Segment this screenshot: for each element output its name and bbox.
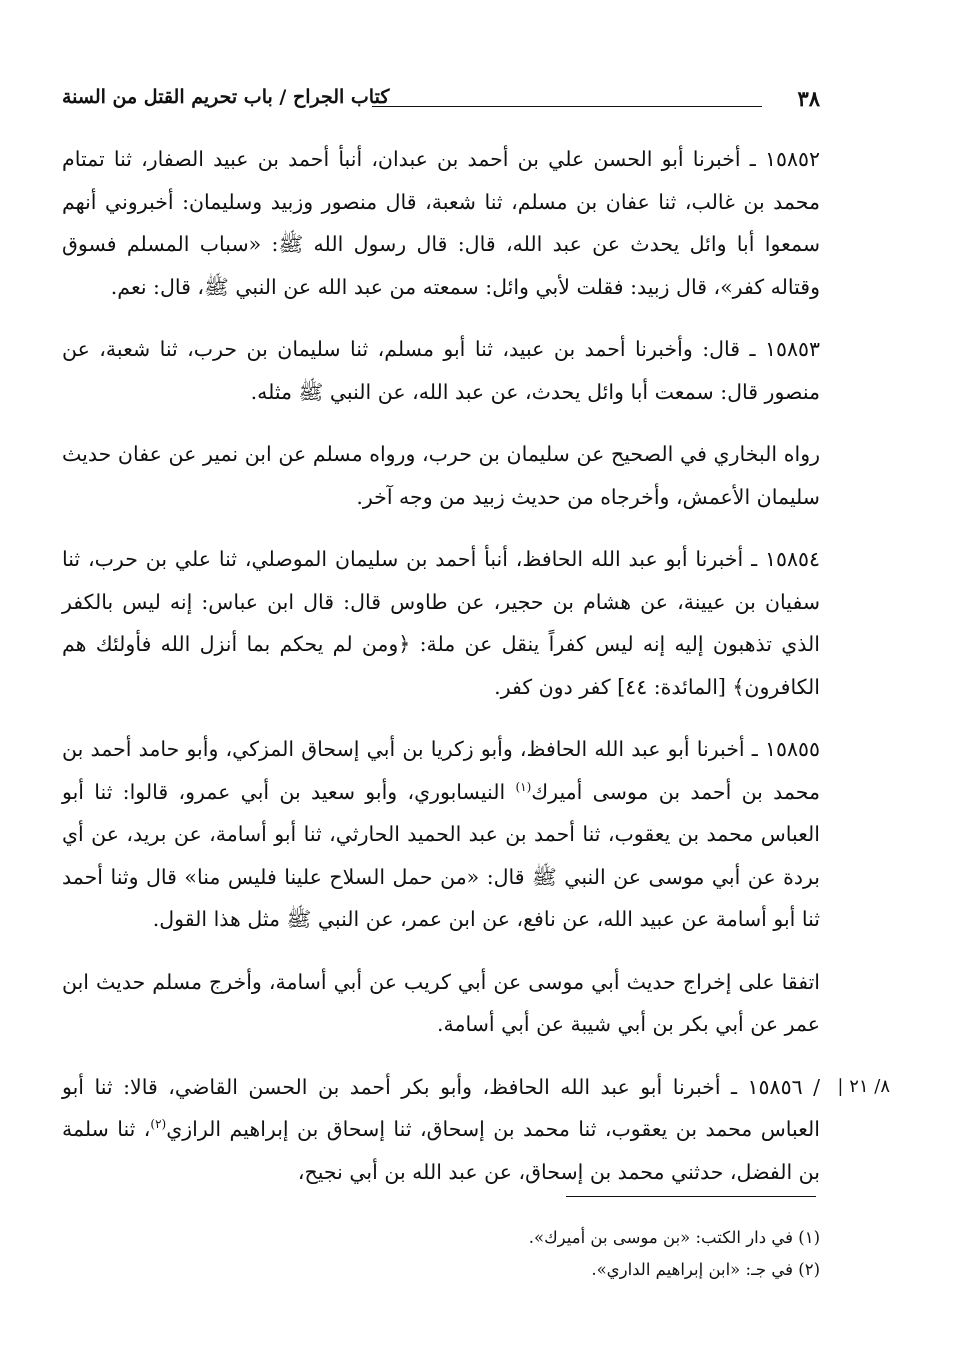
paragraph-text: ، ثنا سلمة بن الفضل، حدثني محمد بن إسحاق، عن عبد الله بن أبي نجيح، (62, 1117, 820, 1184)
hadith-15853: ١٥٨٥٣ ـ قال: وأخبرنا أحمد بن عبيد، ثنا أبو مسلم، ثنا سليمان بن حرب، ثنا شعبة، عن منصور قال: سمعت أبا وائل يحدث، عن عبد الله، عن النبي ﷺ مثله. (62, 337, 820, 404)
footnote-ref-2: (٢) (150, 1117, 167, 1132)
margin-note: ٨/ ٢١ | (837, 1075, 890, 1097)
commentary-paragraph: رواه البخاري في الصحيح عن سليمان بن حرب، ورواه مسلم عن ابن نمير عن عفان حديث سليمان الأعمش، وأخرجاه من حديث زبيد من وجه آخر. (62, 442, 820, 509)
footnotes (300, 1222, 820, 1286)
hadith-15856 (62, 1066, 890, 1194)
header-rule (372, 106, 762, 107)
paragraph-text: ١٥٨٥٥ ـ أخبرنا أبو عبد الله الحافظ، وأبو زكريا بن أبي إسحاق المزكي، وأبو حامد أحمد بن محمد بن أحمد بن موسى أميرك (62, 737, 820, 804)
running-title: كتاب الجراح / باب تحريم القتل من السنة (62, 86, 390, 108)
hadith-15852: ١٥٨٥٢ ـ أخبرنا أبو الحسن علي بن أحمد بن عبدان، أنبأ أحمد بن عبيد الصفار، ثنا تمتام محمد بن غالب، ثنا عفان بن مسلم، ثنا شعبة، قال منصور وزبيد وسليمان: أخبروني أنهم سمعوا أبا وائل يحدث عن عبد الله، قال: قال رسول الله ﷺ: «سباب المسلم فسوق وقتاله كفر»، قال زبيد: فقلت لأبي وائل: سمعته من عبد الله عن النبي ﷺ، قال: نعم. (62, 147, 820, 299)
footnote-ref-1: (١) (515, 779, 532, 794)
page-number: ٣٨ (797, 86, 820, 111)
paragraph-text: النيسابوري، وأبو سعيد بن أبي عمرو، قالوا: ثنا أبو العباس محمد بن يعقوب، ثنا أحمد بن عبد الحميد الحارثي، ثنا أبو أسامة، عن بريد، عن أي بردة عن أبي موسى عن النبي ﷺ قال: «من حمل السلاح علينا فليس منا» قال وثنا أحمد ثنا أبو أسامة عن عبيد الله، عن نافع، عن ابن عمر، عن النبي ﷺ مثل هذا القول. (62, 779, 820, 931)
page-header (62, 82, 820, 122)
footnote-rule (566, 1196, 816, 1197)
footnote-1: (١) في دار الكتب: «بن موسى بن أميرك». (528, 1228, 820, 1247)
commentary-paragraph: اتفقا على إخراج حديث أبي موسى عن أبي كريب عن أبي أسامة، وأخرج مسلم حديث ابن عمر عن أبي بكر بن أبي شيبة عن أبي أسامة. (62, 969, 820, 1036)
footnote-2: (٢) في جـ: «ابن إبراهيم الداري». (591, 1260, 820, 1279)
hadith-15855 (62, 728, 820, 941)
hadith-15854: ١٥٨٥٤ ـ أخبرنا أبو عبد الله الحافظ، أنبأ أحمد بن سليمان الموصلي، ثنا علي بن حرب، ثنا سفيان بن عيينة، عن هشام بن حجير، عن طاوس قال: قال ابن عباس: إنه ليس بالكفر الذي تذهبون إليه إنه ليس كفراً ينقل عن ملة: ﴿ومن لم يحكم بما أنزل الله فأولئك هم الكافرون﴾ [المائدة: ٤٤] كفر دون كفر. (62, 547, 820, 699)
paragraph-text: / ١٥٨٥٦ ـ أخبرنا أبو عبد الله الحافظ، وأبو بكر أحمد بن الحسن القاضي، قالا: ثنا أبو العباس محمد بن يعقوب، ثنا محمد بن إسحاق، ثنا إسحاق بن إبراهيم الرازي (62, 1074, 820, 1141)
body-text (62, 138, 890, 1213)
